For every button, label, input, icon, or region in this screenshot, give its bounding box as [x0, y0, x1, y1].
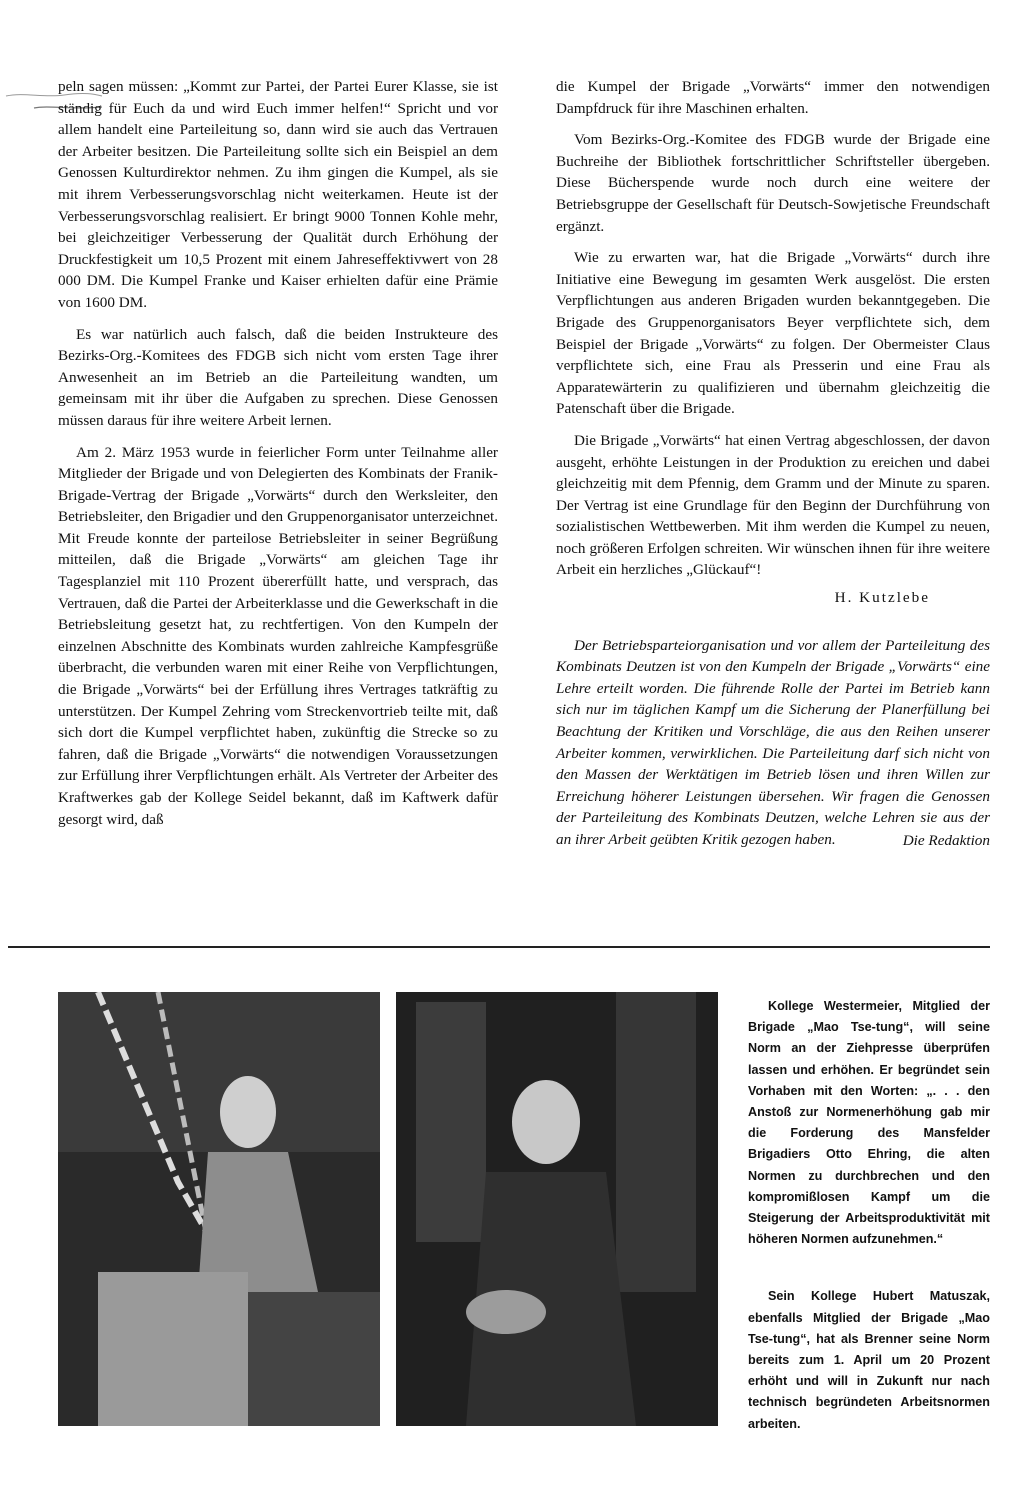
photo-worker-workshop [396, 992, 718, 1426]
paragraph: peln sagen müssen: „Kommt zur Partei, der Partei Eurer Klasse, sie ist ständig für Euch da und wird Euch immer helfen!“ Spricht und vor allem handelt eine Parteileitung so, dann wird sie auch das Vertrauen der Arbeiter besitzen. Die Parteileitung sollte sich ein Beispiel an dem Genossen Kulturdirektor nehmen. Zu ihm gingen die Kumpel, als sie mit ihrem Verbesserungsvorschlag nicht weiterkamen. Heute ist der Verbesserungsvorschlag realisiert. Er bringt 9000 Tonnen Kohle mehr, bei gleichzeitiger Verbesserung der Qualität durch Erhöhung der Druckfestigkeit um 10,5 Prozent mit einem Jahreseffektivwert von 28 000 DM. Die Kumpel Franke und Kaiser erhielten dafür eine Prämie von 1600 DM. [58, 78, 498, 311]
article-left-column [58, 76, 498, 830]
caption-westermeier: Kollege Westermeier, Mitglied der Brigade „Mao Tse-tung“, will seine Norm an der Ziehpresse überprüfen lassen und erhöhen. Er begründet sein Vorhaben mit den Worten: „. . . den Anstoß zur Normenerhöhung gab mir die Forderung des Mansfelder Brigadiers Otto Ehring, die alten Normen zu durchbrechen und den kompromißlosen Kampf um die Steigerung der Arbeitsproduktivität mit höheren Normen aufzunehmen.“ [748, 999, 990, 1247]
paragraph: Die Brigade „Vorwärts“ hat einen Vertrag abgeschlossen, der davon ausgeht, erhöhte Leistungen in der Produktion zu ereichen und dabei gleichzeitig mit dem Pfennig, dem Gramm und der Minute zu sparen. Der Vertrag ist eine Grundlage für den Beginn der Durchführung von sozialistischen Wettbewerben. Mit ihm werden die Kumpel zu neuen, noch größeren Erfolgen schreiten. Wir wünschen ihnen für ihre weitere Arbeit ein herzliches „Glückauf“! [556, 431, 990, 579]
paragraph: Wie zu erwarten war, hat die Brigade „Vorwärts“ durch ihre Initiative eine Bewegung im gesamten Werk ausgelöst. Die ersten Verpflichtungen aus anderen Brigaden wurden bekanntgegeben. Die Brigade des Gruppenorganisators Beyer verpflichtete sich, dem Beispiel der Brigade „Vorwärts“ zu folgen. Der Obermeister Claus verpflichtete sich, eine Frau als Presserin und eine Frau als Apparatewärterin zu qualifizieren und übernahm gleichzeitig die Patenschaft über die Brigade. [556, 249, 990, 418]
photo-worker-with-chain [58, 992, 380, 1426]
article-right-column [556, 76, 990, 851]
editorial-note [556, 635, 990, 851]
paragraph: Vom Bezirks-Org.-Komitee des FDGB wurde der Brigade eine Buchreihe der Bibliothek fortschrittlicher Schriftsteller übergeben. Diese Bücherspende wurde noch durch eine weitere der Betriebsgruppe der Gesellschaft für Deutsch-Sowjetische Freundschaft ergänzt. [556, 131, 990, 235]
photo-workshop-worker-image [396, 992, 718, 1426]
paragraph: Es war natürlich auch falsch, daß die beiden Instrukteure des Bezirks-Org.-Komitees des FDGB sich nicht vom ersten Tage ihrer Anwesenheit an im Betrieb an die Parteileitung wandten, um gemeinsam mit ihr über die Aufgaben zu sprechen. Diese Genossen müssen daraus für ihre weitere Arbeit lernen. [58, 325, 498, 429]
editorial-text: Der Betriebsparteiorganisation und vor allem der Parteileitung des Kombinats Deutzen ist von den Kumpeln der Brigade „Vorwärts“ eine Lehre erteilt worden. Die führende Rolle der Partei im Betrieb kann sich nur im täglichen Kampf um die Sicherung der Planerfüllung bei Beachtung der Kritiken und Vorschläge, die aus den Reihen unserer Arbeiter kommen, verwirklichen. Die Parteileitung darf sich nicht von den Massen der Werktätigen im Betrieb lösen und ihren Willen zur Erreichung höherer Leistungen übersehen. Wir fragen die Genossen der Parteileitung des Kombinats Deutzen, welche Lehren sie aus der an ihrer Arbeit geübten Kritik gezogen haben. [556, 636, 990, 848]
photo-captions [748, 996, 990, 1435]
caption-matuszak: Sein Kollege Hubert Matuszak, ebenfalls Mitglied der Brigade „Mao Tse-tung“, hat als Brenner seine Norm bereits zum 1. April um 20 Prozent erhöht und will in Zukunft nur nach technisch begründeten Arbeitsnormen arbeiten. [748, 1289, 990, 1431]
editorial-signature: Die Redaktion [902, 831, 990, 849]
photo-chain-worker-image [58, 992, 380, 1426]
section-divider [8, 946, 990, 948]
author-signature: H. Kutzlebe [834, 589, 930, 607]
paragraph: Am 2. März 1953 wurde in feierlicher Form unter Teilnahme aller Mitglieder der Brigade und von Delegierten des Kombinats der Franik-Brigade-Vertrag der Brigade „Vorwärts“ durch den Werksleiter, den Betriebsleiter, den Brigadier und den Gruppenorganisator unterzeichnet. Mit Freude konnte der parteilose Betriebsleiter in seiner Begrüßung mitteilen, daß die Brigade „Vorwärts“ am gleichen Tage ihr Tagesplanziel mit 110 Prozent übererfüllt hatte, und versprach, das Vertrauen, daß die Partei der Arbeiterklasse und die Gewerkschaft in die Betriebsleitung gesetzt hat, zu rechtfertigen. Von den Kumpeln der einzelnen Abschnitte des Kombinats wurden zahlreiche Kampfesgrüße überbracht, die verbunden waren mit einer Reihe von Verpflichtungen, die Brigade „Vorwärts“ bei der Erfüllung ihres Vertrages tatkräftig zu unterstützen. Der Kumpel Zehring vom Streckenvortrieb teilte mit, daß sich dort die Kumpel verpflichtet haben, zukünftig die Strecke so zu fahren, daß die Brigade „Vorwärts“ die notwendigen Voraussetzungen zur Erfüllung ihrer Verpflichtungen erhält. Als Vertreter der Arbeiter des Kraftwerkes gab der Kollege Seidel bekannt, daß im Kaftwerk dafür gesorgt wird, daß [58, 443, 498, 828]
paragraph: die Kumpel der Brigade „Vorwärts“ immer den notwendigen Dampfdruck für ihre Maschinen erhalten. [556, 78, 990, 117]
